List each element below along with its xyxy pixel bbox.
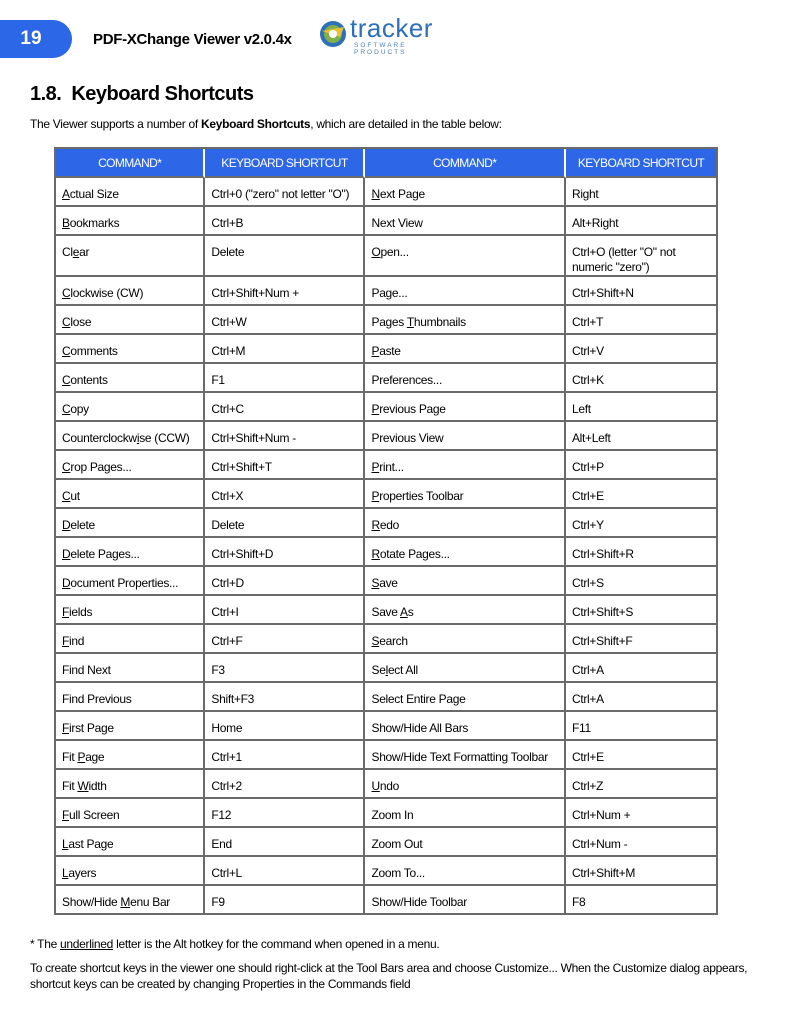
- table-row: [56, 712, 716, 741]
- shortcut-cell: Ctrl+C: [205, 393, 365, 422]
- command-cell: Save: [365, 567, 565, 596]
- shortcut-cell: Ctrl+K: [566, 364, 716, 393]
- table-row: [56, 422, 716, 451]
- command-cell: Redo: [365, 509, 565, 538]
- command-cell: Cut: [56, 480, 205, 509]
- command-cell: Next View: [365, 207, 565, 236]
- command-cell: Show/Hide Text Formatting Toolbar: [365, 741, 565, 770]
- command-cell: Fields: [56, 596, 205, 625]
- shortcut-cell: Shift+F3: [205, 683, 365, 712]
- table-row: [56, 683, 716, 712]
- shortcut-cell: Ctrl+Shift+M: [566, 857, 716, 886]
- command-cell: Layers: [56, 857, 205, 886]
- command-cell: Open...: [365, 236, 565, 277]
- product-title: PDF-XChange Viewer v2.0.4x: [93, 31, 292, 48]
- shortcut-cell: Ctrl+Num -: [566, 828, 716, 857]
- command-cell: First Page: [56, 712, 205, 741]
- shortcut-cell: Delete: [205, 509, 365, 538]
- shortcut-cell: Ctrl+O (letter "O" not numeric "zero"): [566, 236, 716, 277]
- command-cell: Bookmarks: [56, 207, 205, 236]
- command-cell: Select Entire Page: [365, 683, 565, 712]
- command-cell: Fit Width: [56, 770, 205, 799]
- tracker-logo-icon: [318, 17, 348, 51]
- shortcut-cell: Ctrl+E: [566, 741, 716, 770]
- table-row: [56, 596, 716, 625]
- intro-text-before: The Viewer supports a number of: [30, 117, 201, 131]
- table-row: [56, 741, 716, 770]
- shortcut-cell: Ctrl+Shift+Num -: [205, 422, 365, 451]
- table-row: [56, 538, 716, 567]
- footnote-underlined: underlined: [60, 937, 114, 951]
- command-cell: Previous Page: [365, 393, 565, 422]
- header-shortcut-2: KEYBOARD SHORTCUT: [566, 149, 716, 178]
- command-cell: Undo: [365, 770, 565, 799]
- shortcut-cell: Ctrl+W: [205, 306, 365, 335]
- shortcut-cell: Ctrl+T: [566, 306, 716, 335]
- shortcut-cell: Ctrl+S: [566, 567, 716, 596]
- shortcut-cell: Left: [566, 393, 716, 422]
- command-cell: Clear: [56, 236, 205, 277]
- shortcut-cell: Ctrl+Shift+N: [566, 277, 716, 306]
- table-row: [56, 207, 716, 236]
- shortcut-cell: Ctrl+Z: [566, 770, 716, 799]
- shortcut-cell: F8: [571, 895, 586, 909]
- shortcut-cell: Ctrl+A: [566, 683, 716, 712]
- header-command-1: COMMAND*: [56, 149, 205, 178]
- page-number-badge: 19: [0, 20, 72, 58]
- table-row: [56, 567, 716, 596]
- shortcut-cell: Ctrl+F: [205, 625, 365, 654]
- command-cell: Crop Pages...: [56, 451, 205, 480]
- table-row: [56, 306, 716, 335]
- table-row: [56, 828, 716, 857]
- command-cell: Next Page: [365, 178, 565, 207]
- shortcut-cell: Ctrl+M: [205, 335, 365, 364]
- table-body: [56, 178, 716, 913]
- command-cell: Show/Hide Toolbar: [365, 886, 565, 913]
- logo-subtitle: SOFTWARE PRODUCTS: [354, 42, 407, 56]
- command-cell: Save As: [365, 596, 565, 625]
- section-heading: [30, 83, 254, 106]
- shortcut-cell: Ctrl+E: [566, 480, 716, 509]
- command-cell: Paste: [365, 335, 565, 364]
- shortcut-cell: Home: [205, 712, 365, 741]
- command-cell: Close: [56, 306, 205, 335]
- shortcut-cell: Ctrl+0 ("zero" not letter "O"): [205, 178, 365, 207]
- shortcut-cell: Ctrl+Shift+D: [205, 538, 365, 567]
- shortcut-cell: Ctrl+Shift+Num +: [205, 277, 365, 306]
- table-row: [56, 236, 716, 277]
- command-cell: Copy: [56, 393, 205, 422]
- command-cell: Previous View: [365, 422, 565, 451]
- shortcut-cell: Ctrl+Shift+R: [566, 538, 716, 567]
- shortcut-cell: Ctrl+A: [566, 654, 716, 683]
- table-row: [56, 509, 716, 538]
- command-cell: Print...: [365, 451, 565, 480]
- command-cell: Clockwise (CW): [56, 277, 205, 306]
- footnote: [30, 937, 439, 951]
- shortcut-cell: F12: [205, 799, 365, 828]
- header-shortcut-1: KEYBOARD SHORTCUT: [205, 149, 365, 178]
- command-cell: Preferences...: [365, 364, 565, 393]
- shortcut-cell: Alt+Right: [566, 207, 716, 236]
- table-row: [56, 277, 716, 306]
- section-title: Keyboard Shortcuts: [71, 83, 254, 105]
- shortcut-cell: Delete: [205, 236, 365, 277]
- footnote-before: * The: [30, 937, 60, 951]
- command-cell: Properties Toolbar: [365, 480, 565, 509]
- table-row: [56, 799, 716, 828]
- shortcut-cell: Ctrl+I: [205, 596, 365, 625]
- header-command-2: COMMAND*: [365, 149, 565, 178]
- intro-text-bold: Keyboard Shortcuts: [200, 117, 311, 131]
- table-row: [56, 178, 716, 207]
- table-row: [56, 886, 716, 913]
- shortcut-cell: Ctrl+D: [205, 567, 365, 596]
- command-cell: Comments: [56, 335, 205, 364]
- command-cell: Show/Hide Menu Bar: [56, 886, 205, 913]
- table-row: [56, 480, 716, 509]
- table-row: [56, 654, 716, 683]
- shortcut-cell: F3: [205, 654, 365, 683]
- footnote-after: letter is the Alt hotkey for the command when opened in a menu.: [113, 937, 440, 951]
- table-row: [56, 770, 716, 799]
- table-row: [56, 335, 716, 364]
- command-cell: Pages Thumbnails: [365, 306, 565, 335]
- shortcut-cell: Right: [566, 178, 716, 207]
- shortcut-cell: Ctrl+Num +: [566, 799, 716, 828]
- command-cell: Delete: [56, 509, 205, 538]
- intro-text-after: , which are detailed in the table below:: [310, 117, 502, 131]
- table-row: [56, 857, 716, 886]
- shortcut-cell: Ctrl+L: [205, 857, 365, 886]
- command-cell: Find: [56, 625, 205, 654]
- logo-wordmark: tracker: [350, 13, 433, 43]
- command-cell: Fit Page: [56, 741, 205, 770]
- shortcut-cell: Ctrl+X: [205, 480, 365, 509]
- shortcut-cell: F9: [205, 886, 365, 913]
- shortcut-cell: F1: [205, 364, 365, 393]
- closing-paragraph: To create shortcut keys in the viewer one should right-click at the Tool Bars area and choose Customize... When the Customize dialog appears, shortcut keys can be created by changing Properties in the Commands field: [30, 961, 748, 991]
- command-cell: Last Page: [56, 828, 205, 857]
- command-cell: Rotate Pages...: [365, 538, 565, 567]
- command-cell: Full Screen: [56, 799, 205, 828]
- command-cell: Counterclockwise (CCW): [56, 422, 205, 451]
- shortcut-cell: Ctrl+B: [205, 207, 365, 236]
- command-cell: Contents: [56, 364, 205, 393]
- shortcut-cell: Ctrl+2: [205, 770, 365, 799]
- shortcut-cell: Ctrl+Y: [566, 509, 716, 538]
- table-row: [56, 364, 716, 393]
- shortcut-cell: Ctrl+Shift+T: [205, 451, 365, 480]
- section-number: 1.8.: [30, 83, 62, 105]
- command-cell: Search: [365, 625, 565, 654]
- shortcut-cell: Alt+Left: [566, 422, 716, 451]
- table-row: [56, 393, 716, 422]
- command-cell: Find Previous: [56, 683, 205, 712]
- shortcut-cell: Ctrl+Shift+F: [566, 625, 716, 654]
- command-cell: Document Properties...: [56, 567, 205, 596]
- shortcut-cell: Ctrl+Shift+S: [566, 596, 716, 625]
- command-cell: Find Next: [56, 654, 205, 683]
- table-header-row: [56, 149, 716, 178]
- command-cell: Zoom In: [365, 799, 565, 828]
- command-cell: Delete Pages...: [56, 538, 205, 567]
- command-cell: Zoom Out: [365, 828, 565, 857]
- tracker-logo: [318, 13, 458, 56]
- command-cell: Actual Size: [56, 178, 205, 207]
- shortcut-cell: Ctrl+V: [566, 335, 716, 364]
- command-cell: Zoom To...: [365, 857, 565, 886]
- shortcuts-table: [54, 147, 718, 915]
- command-cell: Select All: [365, 654, 565, 683]
- shortcut-cell: Ctrl+1: [205, 741, 365, 770]
- command-cell: Page...: [365, 277, 565, 306]
- shortcut-cell: Ctrl+P: [566, 451, 716, 480]
- shortcut-cell: End: [205, 828, 365, 857]
- intro-paragraph: [30, 117, 502, 131]
- command-cell: Show/Hide All Bars: [365, 712, 565, 741]
- shortcut-cell: F11: [566, 712, 716, 741]
- table-row: [56, 451, 716, 480]
- table-row: [56, 625, 716, 654]
